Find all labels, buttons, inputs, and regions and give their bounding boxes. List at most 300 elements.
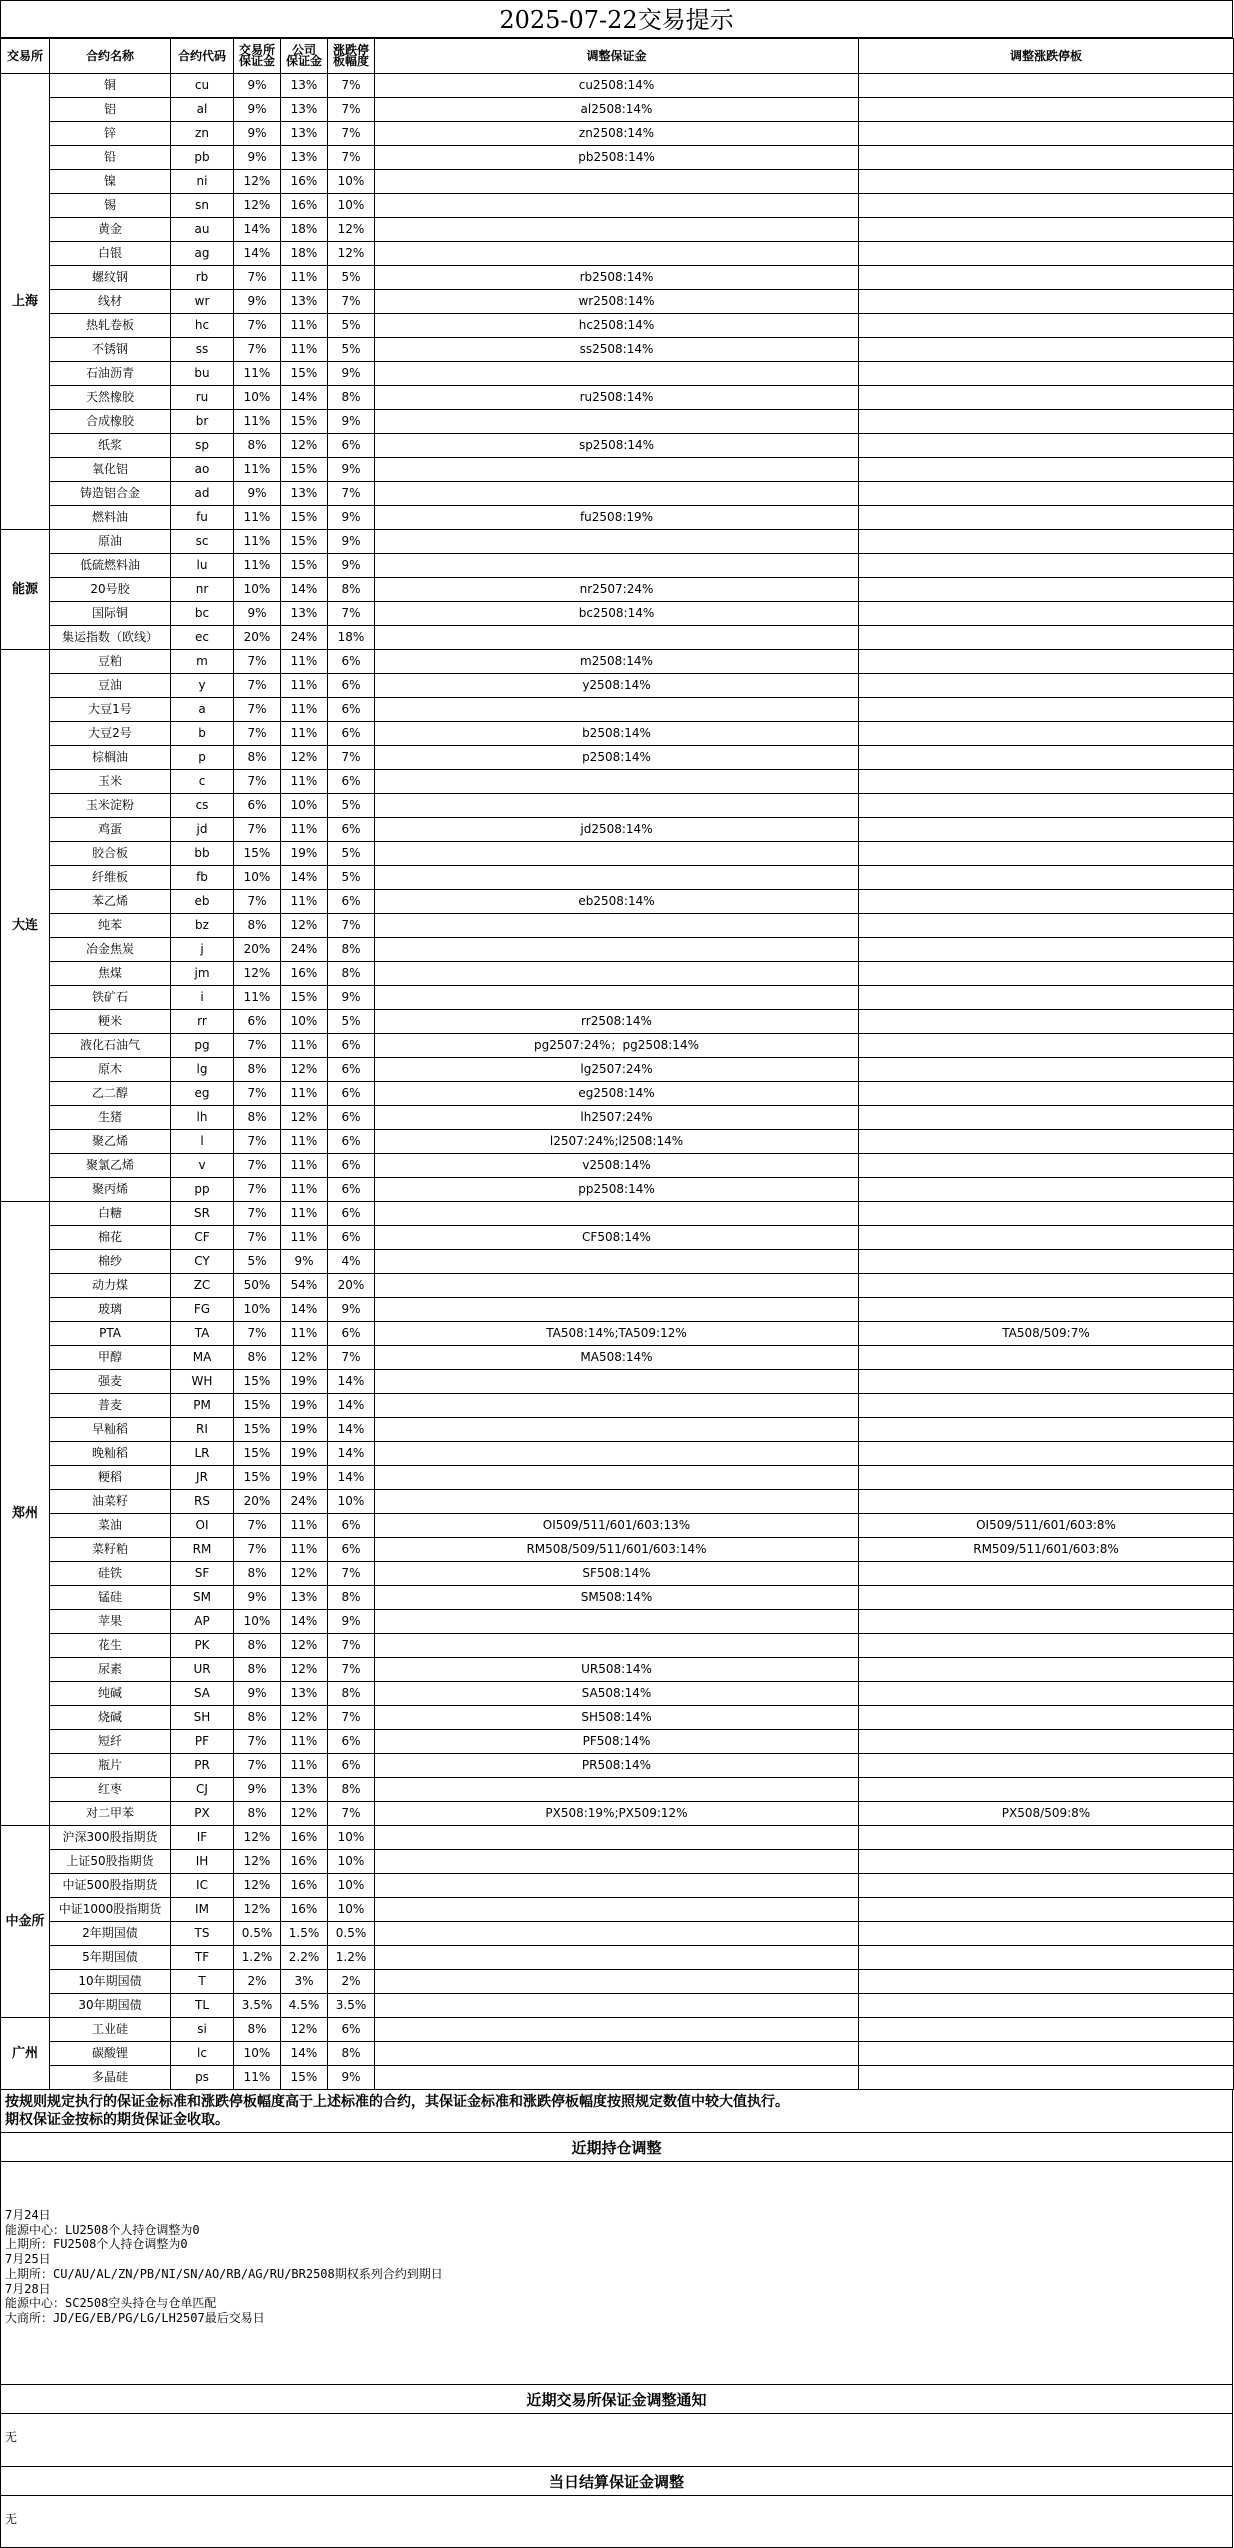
contract-code-cell: ZC (171, 1274, 234, 1298)
table-row (1, 1730, 1234, 1754)
adjusted-limit-cell (859, 410, 1234, 434)
price-limit-cell: 2% (328, 1970, 375, 1994)
price-limit-cell: 6% (328, 1106, 375, 1130)
adjusted-limit-cell (859, 1178, 1234, 1202)
table-row (1, 1346, 1234, 1370)
adjusted-limit-cell (859, 434, 1234, 458)
company-margin-cell: 24% (281, 1490, 328, 1514)
contract-name-cell: 烧碱 (50, 1706, 171, 1730)
price-limit-cell: 6% (328, 1034, 375, 1058)
adjusted-margin-cell: ru2508:14% (375, 386, 859, 410)
adjusted-margin-cell: SM508:14% (375, 1586, 859, 1610)
contract-name-cell: 棉花 (50, 1226, 171, 1250)
adjusted-margin-cell: lg2507:24% (375, 1058, 859, 1082)
exchange-margin-cell: 12% (234, 1898, 281, 1922)
adjusted-margin-cell: p2508:14% (375, 746, 859, 770)
company-margin-cell: 15% (281, 986, 328, 1010)
contract-name-cell: 30年期国债 (50, 1994, 171, 2018)
adjusted-limit-cell (859, 1010, 1234, 1034)
exchange-margin-cell: 8% (234, 434, 281, 458)
company-margin-cell: 19% (281, 1418, 328, 1442)
contract-code-cell: pg (171, 1034, 234, 1058)
contract-code-cell: sn (171, 194, 234, 218)
table-row (1, 914, 1234, 938)
adjusted-margin-cell (375, 242, 859, 266)
price-limit-cell: 7% (328, 1706, 375, 1730)
contract-code-cell: lh (171, 1106, 234, 1130)
adjusted-margin-cell (375, 218, 859, 242)
contract-name-cell: 玻璃 (50, 1298, 171, 1322)
exchange-margin-cell: 9% (234, 482, 281, 506)
price-limit-cell: 8% (328, 1682, 375, 1706)
company-margin-cell: 14% (281, 1610, 328, 1634)
table-row (1, 674, 1234, 698)
adjusted-limit-cell (859, 1154, 1234, 1178)
price-limit-cell: 8% (328, 962, 375, 986)
contract-code-cell: pb (171, 146, 234, 170)
company-margin-cell: 12% (281, 914, 328, 938)
exchange-margin-cell: 9% (234, 146, 281, 170)
table-row (1, 1034, 1234, 1058)
company-margin-cell: 13% (281, 122, 328, 146)
contract-name-cell: 聚丙烯 (50, 1178, 171, 1202)
contract-name-cell: 硅铁 (50, 1562, 171, 1586)
contract-name-cell: 大豆1号 (50, 698, 171, 722)
contract-name-cell: 晚籼稻 (50, 1442, 171, 1466)
contract-name-cell: 胶合板 (50, 842, 171, 866)
adjusted-margin-cell: RM508/509/511/601/603:14% (375, 1538, 859, 1562)
price-limit-cell: 7% (328, 602, 375, 626)
company-margin-cell: 4.5% (281, 1994, 328, 2018)
adjusted-limit-cell (859, 2066, 1234, 2090)
price-limit-cell: 10% (328, 170, 375, 194)
company-margin-cell: 12% (281, 1634, 328, 1658)
contract-name-cell: 乙二醇 (50, 1082, 171, 1106)
contract-code-cell: lc (171, 2042, 234, 2066)
adjusted-limit-cell (859, 1202, 1234, 1226)
adjusted-margin-cell: al2508:14% (375, 98, 859, 122)
contract-name-cell: 多晶硅 (50, 2066, 171, 2090)
contract-name-cell: 红枣 (50, 1778, 171, 1802)
contract-code-cell: rb (171, 266, 234, 290)
contract-name-cell: 短纤 (50, 1730, 171, 1754)
price-limit-cell: 4% (328, 1250, 375, 1274)
contract-name-cell: 油菜籽 (50, 1490, 171, 1514)
adjusted-margin-cell (375, 1202, 859, 1226)
exchange-margin-cell: 8% (234, 1106, 281, 1130)
exchange-cell: 广州 (1, 2018, 50, 2090)
company-margin-cell: 18% (281, 242, 328, 266)
contract-code-cell: PX (171, 1802, 234, 1826)
adjusted-limit-cell (859, 602, 1234, 626)
exchange-margin-cell: 10% (234, 1610, 281, 1634)
adjusted-limit-cell (859, 1562, 1234, 1586)
company-margin-cell: 11% (281, 818, 328, 842)
exchange-margin-cell: 8% (234, 1634, 281, 1658)
price-limit-cell: 10% (328, 1898, 375, 1922)
position-line: 7月28日 (5, 2281, 51, 2296)
exchange-margin-cell: 6% (234, 1010, 281, 1034)
contract-name-cell: 菜籽粕 (50, 1538, 171, 1562)
table-row (1, 1154, 1234, 1178)
contract-name-cell: 工业硅 (50, 2018, 171, 2042)
company-margin-cell: 54% (281, 1274, 328, 1298)
adjusted-limit-cell (859, 1874, 1234, 1898)
contract-name-cell: 聚乙烯 (50, 1130, 171, 1154)
table-row (1, 410, 1234, 434)
exchange-margin-cell: 7% (234, 890, 281, 914)
table-row (1, 1538, 1234, 1562)
company-margin-cell: 14% (281, 578, 328, 602)
price-limit-cell: 9% (328, 1610, 375, 1634)
adjusted-margin-cell: y2508:14% (375, 674, 859, 698)
company-margin-cell: 12% (281, 1658, 328, 1682)
adjusted-margin-cell: rb2508:14% (375, 266, 859, 290)
contract-name-cell: 5年期国债 (50, 1946, 171, 1970)
table-row (1, 962, 1234, 986)
company-margin-cell: 10% (281, 794, 328, 818)
adjusted-margin-cell (375, 410, 859, 434)
exchange-margin-cell: 7% (234, 1178, 281, 1202)
price-limit-cell: 7% (328, 1802, 375, 1826)
contract-code-cell: au (171, 218, 234, 242)
company-margin-cell: 13% (281, 1778, 328, 1802)
adjusted-limit-cell (859, 458, 1234, 482)
settlement-margin-body: 无 (0, 2496, 1233, 2548)
contract-name-cell: 纸浆 (50, 434, 171, 458)
adjusted-margin-cell (375, 770, 859, 794)
table-row (1, 722, 1234, 746)
contract-code-cell: bb (171, 842, 234, 866)
adjusted-limit-cell (859, 146, 1234, 170)
contract-code-cell: zn (171, 122, 234, 146)
contract-name-cell: 线材 (50, 290, 171, 314)
position-line: 大商所：JD/EG/EB/PG/LG/LH2507最后交易日 (5, 2310, 265, 2325)
contract-name-cell: 液化石油气 (50, 1034, 171, 1058)
price-limit-cell: 0.5% (328, 1922, 375, 1946)
adjusted-limit-cell (859, 650, 1234, 674)
table-row (1, 1682, 1234, 1706)
adjusted-limit-cell (859, 1226, 1234, 1250)
exchange-margin-cell: 7% (234, 1034, 281, 1058)
company-margin-cell: 16% (281, 170, 328, 194)
contract-name-cell: 苹果 (50, 1610, 171, 1634)
adjusted-limit-cell (859, 1130, 1234, 1154)
adjusted-margin-cell: PX508:19%;PX509:12% (375, 1802, 859, 1826)
exchange-margin-cell: 7% (234, 1754, 281, 1778)
contract-code-cell: RS (171, 1490, 234, 1514)
contract-name-cell: 原木 (50, 1058, 171, 1082)
header-contract-name: 合约名称 (50, 39, 171, 74)
adjusted-margin-cell: fu2508:19% (375, 506, 859, 530)
company-margin-cell: 15% (281, 362, 328, 386)
adjusted-margin-cell (375, 1778, 859, 1802)
table-row (1, 1466, 1234, 1490)
adjusted-limit-cell (859, 554, 1234, 578)
adjusted-margin-cell (375, 1370, 859, 1394)
price-limit-cell: 14% (328, 1394, 375, 1418)
contract-name-cell: 花生 (50, 1634, 171, 1658)
adjusted-margin-cell: jd2508:14% (375, 818, 859, 842)
table-row (1, 578, 1234, 602)
company-margin-cell: 16% (281, 194, 328, 218)
company-margin-cell: 16% (281, 1874, 328, 1898)
exchange-margin-cell: 11% (234, 410, 281, 434)
contract-code-cell: CY (171, 1250, 234, 1274)
adjusted-margin-cell (375, 986, 859, 1010)
company-margin-cell: 12% (281, 746, 328, 770)
adjusted-margin-cell (375, 1394, 859, 1418)
price-limit-cell: 7% (328, 146, 375, 170)
company-margin-cell: 13% (281, 1586, 328, 1610)
company-margin-cell: 16% (281, 1898, 328, 1922)
exchange-margin-cell: 20% (234, 1490, 281, 1514)
contract-code-cell: TA (171, 1322, 234, 1346)
exchange-margin-cell: 20% (234, 626, 281, 650)
exchange-margin-cell: 11% (234, 530, 281, 554)
position-line: 能源中心：SC2508空头持仓与仓单匹配 (5, 2296, 217, 2311)
table-row (1, 194, 1234, 218)
contract-code-cell: ag (171, 242, 234, 266)
contract-code-cell: cu (171, 74, 234, 98)
contract-name-cell: 热轧卷板 (50, 314, 171, 338)
price-limit-cell: 6% (328, 1082, 375, 1106)
exchange-margin-cell: 9% (234, 602, 281, 626)
price-limit-cell: 6% (328, 434, 375, 458)
adjusted-margin-cell: TA508:14%;TA509:12% (375, 1322, 859, 1346)
table-row (1, 1634, 1234, 1658)
price-limit-cell: 7% (328, 1658, 375, 1682)
exchange-margin-cell: 9% (234, 74, 281, 98)
exchange-margin-cell: 15% (234, 1370, 281, 1394)
adjusted-limit-cell (859, 506, 1234, 530)
contract-name-cell: 玉米淀粉 (50, 794, 171, 818)
adjusted-limit-cell (859, 1946, 1234, 1970)
adjusted-limit-cell (859, 218, 1234, 242)
exchange-margin-cell: 12% (234, 1826, 281, 1850)
price-limit-cell: 6% (328, 1178, 375, 1202)
adjusted-limit-cell (859, 1730, 1234, 1754)
contract-code-cell: a (171, 698, 234, 722)
adjusted-margin-cell (375, 1298, 859, 1322)
adjusted-limit-cell (859, 1754, 1234, 1778)
contract-code-cell: PK (171, 1634, 234, 1658)
contract-code-cell: CF (171, 1226, 234, 1250)
contract-name-cell: 锡 (50, 194, 171, 218)
exchange-margin-cell: 11% (234, 554, 281, 578)
exchange-margin-cell: 12% (234, 194, 281, 218)
company-margin-cell: 1.5% (281, 1922, 328, 1946)
adjusted-limit-cell: PX508/509:8% (859, 1802, 1234, 1826)
exchange-margin-cell: 7% (234, 314, 281, 338)
contract-name-cell: 鸡蛋 (50, 818, 171, 842)
position-line: 7月24日 (5, 2208, 51, 2222)
exchange-margin-cell: 8% (234, 914, 281, 938)
exchange-margin-cell: 7% (234, 338, 281, 362)
adjusted-margin-cell (375, 458, 859, 482)
margin-table (0, 38, 1234, 2090)
adjusted-margin-cell (375, 1274, 859, 1298)
adjusted-margin-cell: eg2508:14% (375, 1082, 859, 1106)
contract-code-cell: ni (171, 170, 234, 194)
contract-name-cell: 上证50股指期货 (50, 1850, 171, 1874)
contract-code-cell: IC (171, 1874, 234, 1898)
exchange-margin-cell: 7% (234, 1538, 281, 1562)
price-limit-cell: 8% (328, 1586, 375, 1610)
company-margin-cell: 11% (281, 770, 328, 794)
price-limit-cell: 6% (328, 1130, 375, 1154)
price-limit-cell: 10% (328, 1874, 375, 1898)
table-row (1, 1754, 1234, 1778)
adjusted-margin-cell: v2508:14% (375, 1154, 859, 1178)
price-limit-cell: 7% (328, 746, 375, 770)
company-margin-cell: 9% (281, 1250, 328, 1274)
contract-name-cell: 铜 (50, 74, 171, 98)
exchange-margin-cell: 7% (234, 1322, 281, 1346)
exchange-margin-cell: 6% (234, 794, 281, 818)
contract-code-cell: RM (171, 1538, 234, 1562)
exchange-margin-cell: 7% (234, 1226, 281, 1250)
contract-name-cell: 锰硅 (50, 1586, 171, 1610)
price-limit-cell: 5% (328, 794, 375, 818)
company-margin-cell: 19% (281, 842, 328, 866)
price-limit-cell: 8% (328, 938, 375, 962)
exchange-margin-cell: 8% (234, 1562, 281, 1586)
adjusted-margin-cell: SH508:14% (375, 1706, 859, 1730)
contract-code-cell: sp (171, 434, 234, 458)
company-margin-cell: 11% (281, 1178, 328, 1202)
adjusted-margin-cell (375, 1946, 859, 1970)
price-limit-cell: 7% (328, 482, 375, 506)
table-row (1, 1826, 1234, 1850)
adjusted-margin-cell (375, 938, 859, 962)
company-margin-cell: 16% (281, 962, 328, 986)
table-row (1, 2042, 1234, 2066)
table-row (1, 554, 1234, 578)
contract-name-cell: 尿素 (50, 1658, 171, 1682)
contract-code-cell: eb (171, 890, 234, 914)
adjusted-limit-cell (859, 2018, 1234, 2042)
adjusted-margin-cell: nr2507:24% (375, 578, 859, 602)
exchange-margin-cell: 7% (234, 1202, 281, 1226)
contract-name-cell: 菜油 (50, 1514, 171, 1538)
table-row (1, 458, 1234, 482)
contract-name-cell: 天然橡胶 (50, 386, 171, 410)
table-row (1, 218, 1234, 242)
exchange-margin-cell: 9% (234, 1778, 281, 1802)
contract-name-cell: 冶金焦炭 (50, 938, 171, 962)
table-row (1, 98, 1234, 122)
contract-name-cell: 豆油 (50, 674, 171, 698)
exchange-margin-cell: 12% (234, 962, 281, 986)
adjusted-margin-cell (375, 914, 859, 938)
adjusted-margin-cell: PF508:14% (375, 1730, 859, 1754)
table-row (1, 1394, 1234, 1418)
note-line: 按规则规定执行的保证金标准和涨跌停板幅度高于上述标准的合约，其保证金标准和涨跌停板幅度按照规定数值中较大值执行。 (5, 2094, 789, 2110)
table-row (1, 1586, 1234, 1610)
company-margin-cell: 11% (281, 674, 328, 698)
margin-notice-title: 近期交易所保证金调整通知 (0, 2384, 1233, 2414)
table-row (1, 1082, 1234, 1106)
adjusted-limit-cell (859, 1778, 1234, 1802)
company-margin-cell: 19% (281, 1466, 328, 1490)
company-margin-cell: 13% (281, 482, 328, 506)
company-margin-cell: 15% (281, 458, 328, 482)
adjusted-limit-cell: RM509/511/601/603:8% (859, 1538, 1234, 1562)
exchange-margin-cell: 9% (234, 1682, 281, 1706)
contract-code-cell: IF (171, 1826, 234, 1850)
exchange-margin-cell: 8% (234, 1706, 281, 1730)
contract-code-cell: m (171, 650, 234, 674)
contract-code-cell: fb (171, 866, 234, 890)
adjusted-margin-cell: ss2508:14% (375, 338, 859, 362)
price-limit-cell: 9% (328, 506, 375, 530)
contract-code-cell: ss (171, 338, 234, 362)
company-margin-cell: 11% (281, 266, 328, 290)
price-limit-cell: 1.2% (328, 1946, 375, 1970)
position-adjustment-body (0, 2162, 1233, 2384)
header-price-limit: 涨跌停 板幅度 (328, 39, 375, 74)
adjusted-margin-cell: OI509/511/601/603:13% (375, 1514, 859, 1538)
adjusted-limit-cell (859, 1250, 1234, 1274)
table-row (1, 1706, 1234, 1730)
adjusted-limit-cell (859, 530, 1234, 554)
adjusted-limit-cell (859, 1898, 1234, 1922)
adjusted-margin-cell (375, 1466, 859, 1490)
note-line: 期权保证金按标的期货保证金收取。 (5, 2112, 229, 2128)
adjusted-margin-cell (375, 1418, 859, 1442)
adjusted-limit-cell (859, 386, 1234, 410)
table-row (1, 482, 1234, 506)
adjusted-margin-cell: PR508:14% (375, 1754, 859, 1778)
price-limit-cell: 6% (328, 1154, 375, 1178)
contract-name-cell: 中证1000股指期货 (50, 1898, 171, 1922)
contract-code-cell: ru (171, 386, 234, 410)
table-row (1, 266, 1234, 290)
adjusted-margin-cell: pg2507:24%；pg2508:14% (375, 1034, 859, 1058)
contract-code-cell: i (171, 986, 234, 1010)
price-limit-cell: 3.5% (328, 1994, 375, 2018)
company-margin-cell: 19% (281, 1370, 328, 1394)
table-header-row (1, 39, 1234, 74)
contract-code-cell: jm (171, 962, 234, 986)
exchange-margin-cell: 8% (234, 1058, 281, 1082)
table-row (1, 1562, 1234, 1586)
table-row (1, 842, 1234, 866)
contract-code-cell: c (171, 770, 234, 794)
contract-code-cell: RI (171, 1418, 234, 1442)
price-limit-cell: 9% (328, 362, 375, 386)
contract-name-cell: 螺纹钢 (50, 266, 171, 290)
adjusted-margin-cell (375, 194, 859, 218)
margin-notice-body: 无 (0, 2414, 1233, 2466)
adjusted-margin-cell (375, 794, 859, 818)
header-company-margin: 公司 保证金 (281, 39, 328, 74)
price-limit-cell: 6% (328, 818, 375, 842)
position-line: 上期所：CU/AU/AL/ZN/PB/NI/SN/AO/RB/AG/RU/BR2508期权系列合约到期日 (5, 2266, 443, 2281)
adjusted-limit-cell (859, 794, 1234, 818)
exchange-margin-cell: 7% (234, 818, 281, 842)
adjusted-limit-cell (859, 290, 1234, 314)
company-margin-cell: 11% (281, 1154, 328, 1178)
price-limit-cell: 9% (328, 986, 375, 1010)
price-limit-cell: 14% (328, 1370, 375, 1394)
adjusted-limit-cell (859, 698, 1234, 722)
contract-name-cell: 生猪 (50, 1106, 171, 1130)
price-limit-cell: 14% (328, 1418, 375, 1442)
adjusted-limit-cell (859, 1442, 1234, 1466)
exchange-margin-cell: 2% (234, 1970, 281, 1994)
